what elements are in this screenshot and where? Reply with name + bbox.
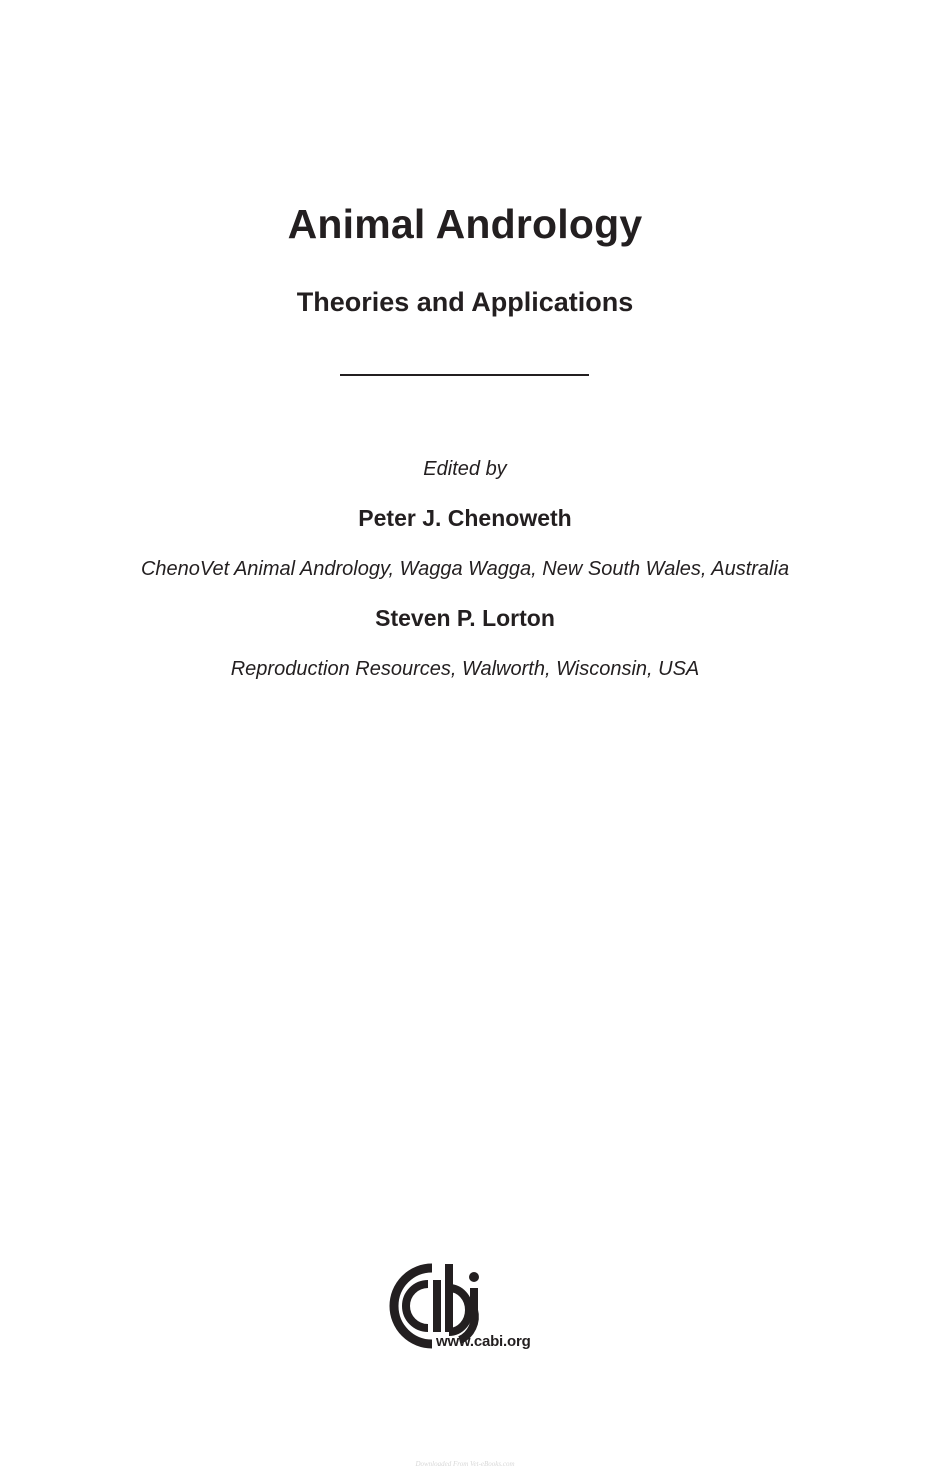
- book-title: Animal Andrology: [287, 201, 643, 247]
- editor-affiliation-1: ChenoVet Animal Andrology, Wagga Wagga, New South Wales, Australia: [140, 558, 790, 580]
- editor-name-2: Steven P. Lorton: [375, 605, 555, 631]
- download-watermark: Downloaded From Vet-eBooks.com: [415, 1460, 515, 1468]
- title-divider: [340, 374, 589, 376]
- edited-by-label: Edited by: [423, 458, 507, 480]
- editor-name-1: Peter J. Chenoweth: [358, 505, 572, 531]
- publisher-url[interactable]: www.cabi.org: [436, 1333, 531, 1350]
- book-subtitle: Theories and Applications: [296, 287, 634, 317]
- editor-affiliation-2: Reproduction Resources, Walworth, Wisconsin, USA: [230, 658, 700, 680]
